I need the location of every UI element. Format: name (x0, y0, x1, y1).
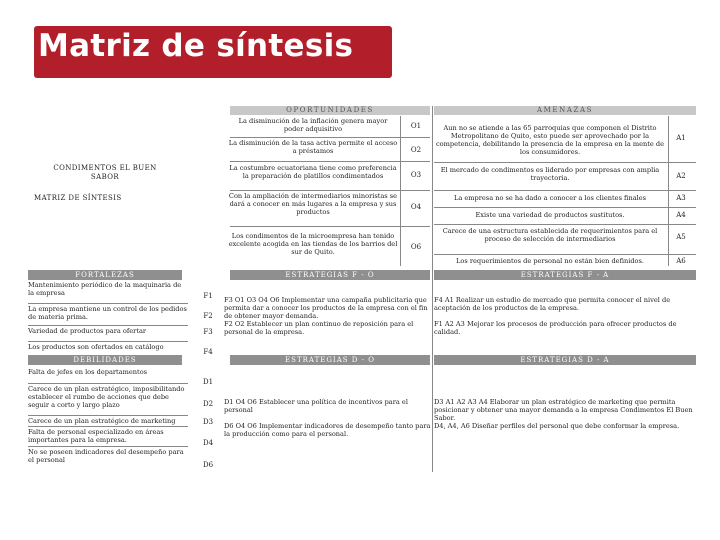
row-divider (434, 207, 696, 208)
column-divider (668, 116, 669, 266)
row-divider (28, 415, 188, 416)
row-divider (230, 137, 430, 138)
opportunity-item: Con la ampliación de intermediarios minoristas se dará a conocer en más lugares a la empresa y sus productos (228, 192, 398, 217)
strength-code: F4 (203, 348, 213, 356)
weakness-code: D6 (202, 461, 214, 469)
do-strategies-text: D1 O4 O6 Establecer una política de incentivos para el personal D6 O4 O6 Implementar indicadores de desempeño tanto para la producción como para el personal. (224, 398, 431, 439)
weakness-item: Falta de personal especializado en áreas importantes para la empresa. (28, 428, 164, 445)
weakness-item: Falta de jefes en los departamentos (28, 368, 148, 376)
strength-code: F3 (203, 328, 213, 336)
strength-code: F1 (203, 292, 213, 300)
weakness-item: No se poseen indicadores del desempeño para el personal (28, 448, 184, 465)
row-divider (230, 161, 430, 162)
opportunity-item: La disminución de la tasa activa permite el acceso a préstamos (228, 139, 398, 156)
weakness-code: D1 (202, 378, 214, 386)
page-title: Matriz de síntesis (38, 28, 354, 64)
row-divider (230, 226, 430, 227)
weakness-item: Carece de un plan estratégico, imposibilitando establecer el rumbo de acciones que debe seguir a corto y largo plazo (28, 385, 185, 410)
row-divider (230, 190, 430, 191)
column-divider (400, 116, 401, 266)
opportunity-item: La costumbre ecuatoriana tiene como preferencia la preparación de platillos condimentados (229, 164, 397, 181)
matrix-label: MATRIZ DE SÍNTESIS (34, 194, 122, 202)
da-strategies-header: ESTRATEGIAS D - A (434, 355, 696, 365)
column-divider (432, 106, 433, 472)
fo-strategies-header: ESTRATEGIAS F - O (230, 270, 430, 280)
opportunity-code: O2 (410, 146, 422, 154)
strengths-header: FORTALEZAS (28, 270, 182, 280)
fa-strategies-text: F4 A1 Realizar un estudio de mercado que permita conocer el nivel de aceptación de los productos de la empresa. F1 A2 A3 Mejorar los procesos de producción para ofrecer productos de calidad. (434, 296, 677, 337)
da-strategies-text: D3 A1 A2 A3 A4 Elaborar un plan estratégico de marketing que permita posicionar y obtener una mayor demanda a la empresa Condimentos El Buen Sabor. D4, A4, A6 Diseñar perfiles del personal que debe conformar la empresa. (434, 398, 693, 431)
threat-item: Los requerimientos de personal no están bien definidos. (456, 257, 644, 265)
do-strategies-header: ESTRATEGIAS D - O (230, 355, 430, 365)
weakness-code: D4 (202, 439, 214, 447)
weakness-item: Carece de un plan estratégico de marketing (28, 417, 176, 425)
weaknesses-header: DEBILIDADES (28, 355, 182, 365)
row-divider (28, 446, 188, 447)
strength-item: La empresa mantiene un control de los pedidos de materia prima. (28, 305, 187, 322)
strength-item: Mantenimiento periódico de la maquinaria de la empresa (28, 281, 182, 298)
opportunity-code: O4 (410, 203, 422, 211)
synthesis-matrix (28, 106, 696, 472)
opportunity-item: La disminución de la inflación genera mayor poder adquisitivo (238, 117, 388, 134)
threat-code: A2 (676, 172, 686, 180)
fa-strategies-header: ESTRATEGIAS F - A (434, 270, 696, 280)
strength-item: Los productos son ofertados en catálogo (28, 343, 164, 351)
opportunity-code: O1 (410, 122, 422, 130)
opportunity-item: Los condimentos de la microempresa han tenido excelente acogida en las tiendas de los barrios del sur de Quito. (228, 232, 398, 257)
row-divider (434, 254, 696, 255)
opportunities-header: OPORTUNIDADES (230, 106, 430, 115)
threat-item: La empresa no se ha dado a conocer a los clientes finales (453, 194, 647, 202)
threat-item: Carece de una estructura establecida de requerimientos para el proceso de selección de intermediarios (442, 227, 658, 244)
row-divider (28, 341, 188, 342)
strength-item: Variedad de productos para ofertar (28, 327, 147, 335)
threat-code: A6 (676, 257, 686, 265)
threat-item: El mercado de condimentos es liderado por empresas con amplia trayectoria. (440, 166, 660, 183)
row-divider (28, 383, 188, 384)
threat-code: A1 (676, 134, 686, 142)
weakness-code: D3 (202, 418, 214, 426)
row-divider (434, 190, 696, 191)
row-divider (28, 325, 188, 326)
row-divider (434, 224, 696, 225)
weakness-code: D2 (202, 400, 214, 408)
threat-code: A3 (676, 194, 686, 202)
strength-code: F2 (203, 312, 213, 320)
threat-item: Existe una variedad de productos sustitutos. (475, 211, 625, 219)
row-divider (28, 426, 188, 427)
threat-code: A5 (676, 233, 686, 241)
company-name: CONDIMENTOS EL BUEN SABOR (53, 164, 157, 181)
threats-header: AMENAZAS (434, 106, 696, 115)
opportunity-code: O6 (410, 243, 422, 251)
threat-item: Aun no se atiende a las 65 parroquias que componen el Distrito Metropolitano de Quito, esto puede ser aprovechado por la competencia, debilitando la presencia de la empresa en la mente de los consumidores. (435, 124, 665, 157)
fo-strategies-text: F3 O1 O3 O4 O6 Implementar una campaña publicitaria que permita dar a conocer los productos de la empresa con el fin de obtener mayor demanda. F2 O2 Establecer un plan continuo de reposición para el personal de la empresa. (224, 296, 428, 337)
opportunity-code: O3 (410, 171, 422, 179)
row-divider (28, 303, 188, 304)
threat-code: A4 (676, 211, 686, 219)
row-divider (434, 162, 696, 163)
